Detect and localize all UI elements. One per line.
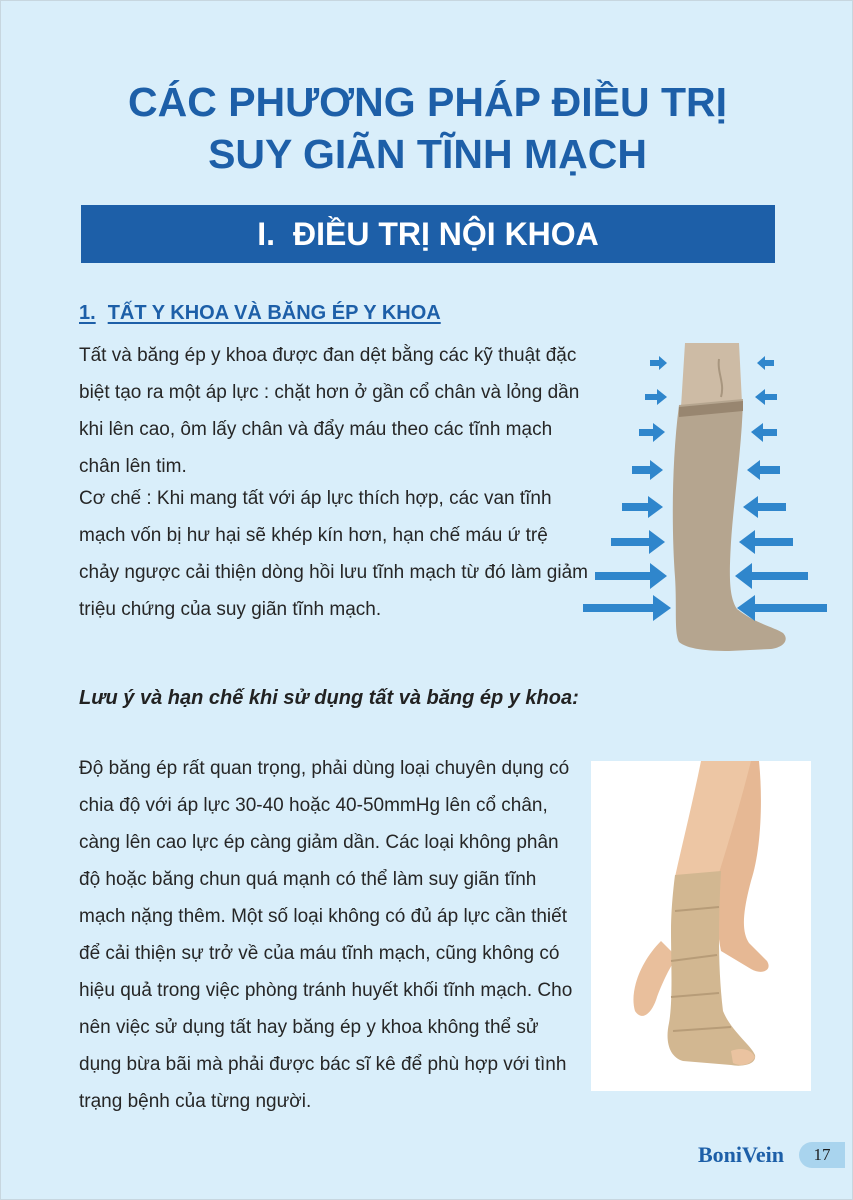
subsection-heading: [79, 302, 441, 325]
page-number: 17: [799, 1142, 845, 1168]
arrow-left-8: [583, 595, 671, 621]
arrow-right-7: [735, 563, 808, 589]
upper-leg-skin: [681, 343, 742, 407]
arrow-right-4: [747, 460, 780, 480]
mechanism-paragraph: Cơ chế : Khi mang tất với áp lực thích hợp, các van tĩnh mạch vốn bị hư hại sẽ khép kín hơn, hạn chế máu ứ trệ chảy ngược cải thiện dòng hồi lưu tĩnh mạch từ đó làm giảm triệu chứng của suy giãn tĩnh mạch.: [79, 488, 588, 620]
subsection-number: 1.: [79, 302, 96, 324]
arrow-right-3: [751, 423, 777, 442]
note-heading: Lưu ý và hạn chế khi sử dụng tất và băng ép y khoa:: [79, 687, 579, 709]
pressure-arrows-left: [583, 356, 671, 621]
section-title: ĐIỀU TRỊ NỘI KHOA: [293, 216, 599, 252]
arrow-right-1: [757, 356, 774, 370]
pressure-arrows-right: [735, 356, 827, 621]
page-title-line-1: CÁC PHƯƠNG PHÁP ĐIỀU TRỊ: [127, 79, 727, 125]
arrow-right-6: [739, 530, 793, 554]
arrow-left-3: [639, 423, 665, 442]
arrow-left-1: [650, 356, 667, 370]
subsection-title: TẤT Y KHOA VÀ BĂNG ÉP Y KHOA: [107, 302, 441, 324]
arrow-left-6: [611, 530, 665, 554]
brand-logo: BoniVein: [698, 1142, 785, 1167]
arrow-right-8: [737, 595, 827, 621]
intro-paragraph: Tất và băng ép y khoa được đan dệt bằng các kỹ thuật đặc biệt tạo ra một áp lực : chặt hơn ở gần cổ chân và lỏng dần khi lên cao, ôm lấy chân và đẩy máu theo các tĩnh mạch chân lên tim.: [79, 345, 580, 477]
arrow-right-5: [743, 496, 786, 518]
arrow-left-7: [595, 563, 667, 589]
note-body-paragraph: Độ băng ép rất quan trọng, phải dùng loại chuyên dụng có chia độ với áp lực 30-40 hoặc 40-50mmHg lên cổ chân, càng lên cao lực ép càng giảm dần. Các loại không phân độ hoặc băng chun quá mạnh có thể làm suy giãn tĩnh mạch nặng thêm. Một số loại không có đủ áp lực cần thiết để cải thiện sự trở về của máu tĩnh mạch, cũng không có hiệu quả trong việc phòng tránh huyết khối tĩnh mạch. Cho nên việc sử dụng tất hay băng ép y khoa không thể sử dụng bừa bãi mà phải được bác sĩ kê để phù hợp với tình trạng bệnh của từng người.: [79, 758, 573, 1112]
compression-bandage-photo: [591, 761, 811, 1091]
compression-stocking-illustration: [579, 337, 831, 657]
arrow-left-2: [645, 389, 667, 405]
page-title-line-2: SUY GIÃN TĨNH MẠCH: [208, 131, 647, 177]
arrow-left-5: [622, 496, 663, 518]
stocking-shape: [673, 399, 786, 651]
section-heading-band: [81, 205, 775, 263]
arrow-right-2: [755, 389, 777, 405]
arrow-left-4: [632, 460, 663, 480]
section-numeral: I.: [257, 216, 275, 252]
